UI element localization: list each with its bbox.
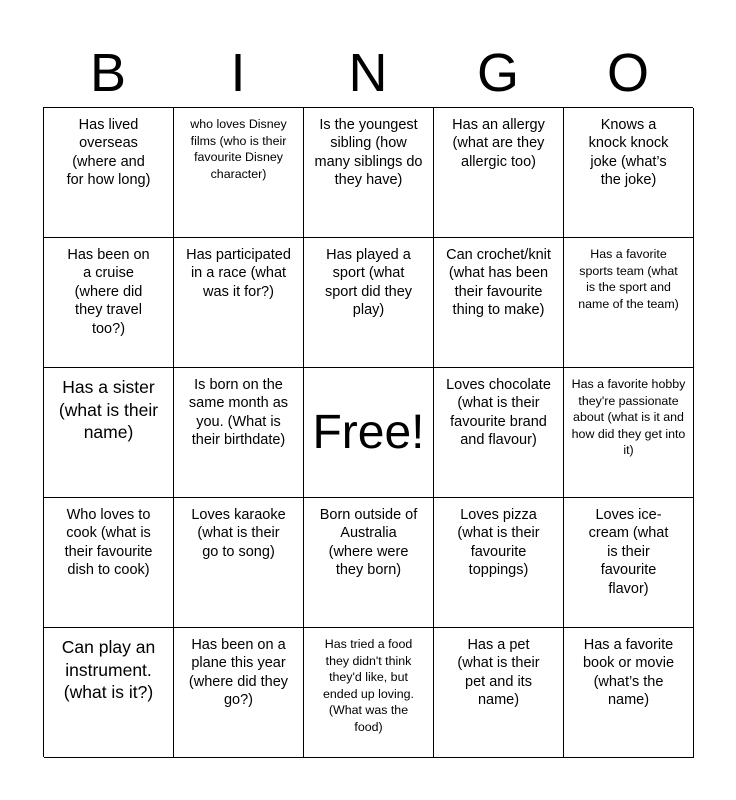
bingo-cell-r1c3[interactable] — [304, 108, 434, 238]
cell-text: Has been on a cruise (where did they travel too?) — [67, 247, 150, 337]
bingo-cell-r4c1[interactable] — [44, 498, 174, 628]
bingo-cell-r4c2[interactable] — [174, 498, 304, 628]
cell-text: Has been on a plane this year (where did they go?) — [188, 637, 289, 709]
bingo-cell-r1c4[interactable] — [434, 108, 564, 238]
bingo-cell-r5c4[interactable] — [434, 628, 564, 758]
cell-text: Who loves to cook (what is their favourite dish to cook) — [64, 507, 153, 579]
bingo-cell-r1c1[interactable] — [44, 108, 174, 238]
cell-text: Has a favorite book or movie (what’s the name) — [582, 637, 675, 709]
header-letter-n: N — [348, 43, 388, 103]
bingo-cell-r1c5[interactable] — [564, 108, 694, 238]
cell-text: Is the youngest sibling (how many siblings do they have) — [314, 117, 423, 189]
bingo-cell-r3c2[interactable] — [174, 368, 304, 498]
cell-text: Can play an instrument. (what is it?) — [61, 637, 156, 702]
cell-text: Has a favorite hobby they're passionate about (what is it and how did they get into it) — [571, 377, 686, 458]
cell-text: Has a sister (what is their name) — [58, 377, 159, 442]
cell-text: Born outside of Australia (where were they born) — [319, 507, 418, 579]
bingo-header — [43, 40, 693, 106]
bingo-cell-r2c2[interactable] — [174, 238, 304, 368]
header-letter-i: I — [230, 43, 246, 103]
bingo-cell-r2c5[interactable] — [564, 238, 694, 368]
header-letter-o: O — [606, 43, 649, 103]
cell-text: Can crochet/knit (what has been their favourite thing to make) — [446, 247, 551, 319]
bingo-cell-r4c4[interactable] — [434, 498, 564, 628]
cell-text: Loves pizza (what is their favourite toppings) — [457, 507, 540, 579]
bingo-cell-r2c3[interactable] — [304, 238, 434, 368]
cell-text: Has a favorite sports team (what is the sport and name of the team) — [578, 247, 679, 311]
cell-text: Has a pet (what is their pet and its name) — [457, 637, 540, 709]
bingo-cell-r5c5[interactable] — [564, 628, 694, 758]
cell-text: Has an allergy (what are they allergic too) — [452, 117, 545, 170]
cell-text: Loves karaoke (what is their go to song) — [191, 507, 286, 560]
free-space-label: Free! — [312, 405, 425, 459]
header-letter-b: B — [89, 43, 127, 103]
cell-text: Is born on the same month as you. (What is their birthdate) — [188, 377, 289, 449]
bingo-cell-r4c5[interactable] — [564, 498, 694, 628]
bingo-cell-r5c1[interactable] — [44, 628, 174, 758]
cell-text: Has played a sport (what sport did they play) — [324, 247, 413, 319]
bingo-cell-r3c4[interactable] — [434, 368, 564, 498]
cell-text: who loves Disney films (who is their favourite Disney character) — [190, 117, 287, 181]
cell-text: Has participated in a race (what was it for?) — [186, 247, 291, 300]
bingo-cell-r3c1[interactable] — [44, 368, 174, 498]
bingo-cell-r4c3[interactable] — [304, 498, 434, 628]
bingo-cell-r5c3[interactable] — [304, 628, 434, 758]
header-letter-g: G — [476, 43, 519, 103]
bingo-cell-r1c2[interactable] — [174, 108, 304, 238]
cell-text: Knows a knock knock joke (what’s the joke) — [588, 117, 669, 189]
bingo-cell-r3c5[interactable] — [564, 368, 694, 498]
cell-text: Has tried a food they didn't think they'd like, but ended up loving. (What was the food) — [323, 637, 414, 734]
bingo-cell-r2c1[interactable] — [44, 238, 174, 368]
cell-text: Loves chocolate (what is their favourite brand and flavour) — [446, 377, 551, 449]
cell-text: Has lived overseas (where and for how long) — [66, 117, 151, 189]
cell-text: Loves ice-cream (what is their favourite flavor) — [588, 507, 669, 597]
bingo-cell-r5c2[interactable] — [174, 628, 304, 758]
bingo-cell-free[interactable] — [304, 368, 434, 498]
bingo-cell-r2c4[interactable] — [434, 238, 564, 368]
bingo-grid — [43, 107, 693, 757]
